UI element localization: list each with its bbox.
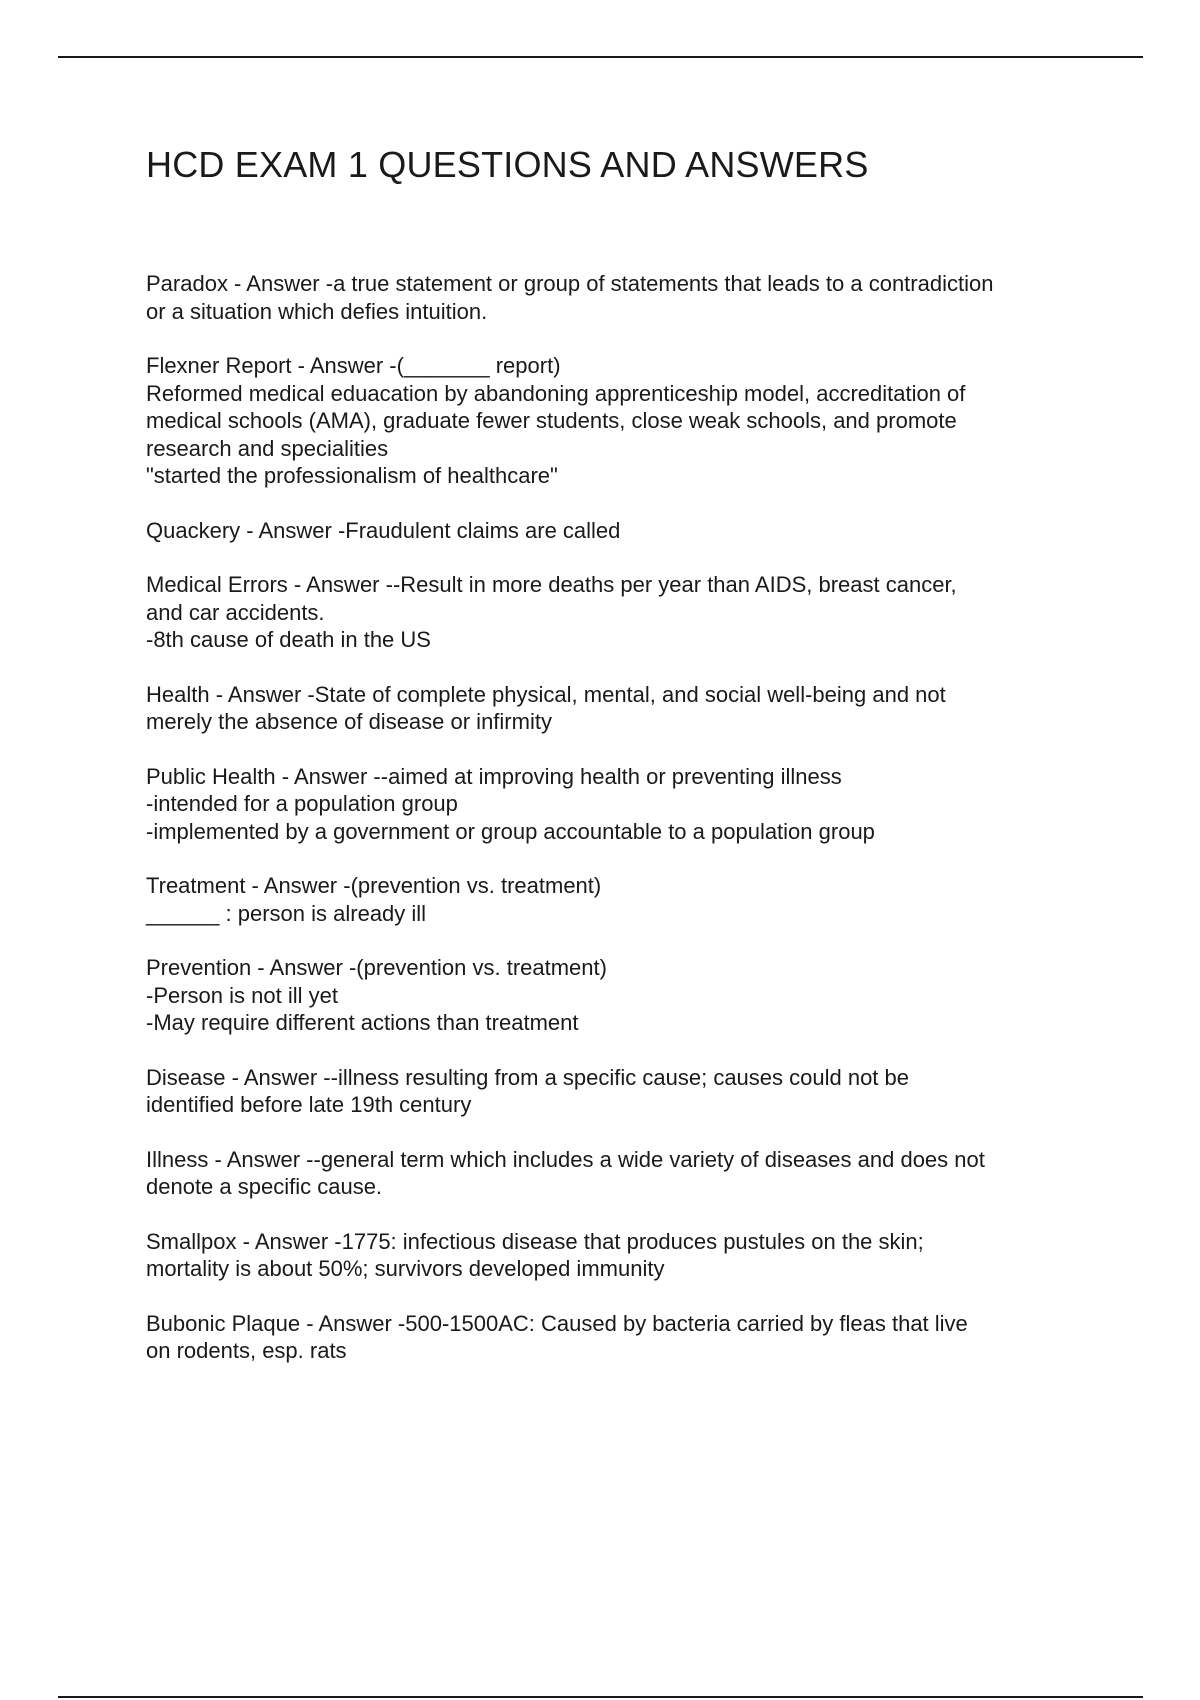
qa-entry-public-health: Public Health - Answer --aimed at improving health or preventing illness -intended for a population group -implemented by a government or group accountable to a population group [146, 763, 875, 844]
qa-entry-paradox: Paradox - Answer -a true statement or group of statements that leads to a contradiction or a situation which defies intuition. [146, 271, 994, 324]
qa-entry-bubonic-plaque: Bubonic Plaque - Answer -500-1500AC: Caused by bacteria carried by fleas that live on rodents, esp. rats [146, 1310, 968, 1363]
qa-entry-smallpox: Smallpox - Answer -1775: infectious disease that produces pustules on the skin; mortality is about 50%; survivors developed immunity [146, 1228, 924, 1281]
qa-entry-illness: Illness - Answer --general term which includes a wide variety of diseases and does not denote a specific cause. [146, 1146, 985, 1199]
document-title: HCD EXAM 1 QUESTIONS AND ANSWERS [146, 144, 869, 185]
qa-entry-treatment: Treatment - Answer -(prevention vs. treatment) ______ : person is already ill [146, 873, 602, 926]
qa-entry-medical-errors: Medical Errors - Answer --Result in more deaths per year than AIDS, breast cancer, and car accidents. -8th cause of death in the US [146, 572, 957, 652]
qa-entry-prevention: Prevention - Answer -(prevention vs. treatment) -Person is not ill yet -May require different actions than treatment [146, 955, 607, 1035]
header-rule [58, 56, 1143, 58]
qa-entry-disease: Disease - Answer --illness resulting from a specific cause; causes could not be identified before late 19th century [146, 1064, 910, 1117]
qa-entry-quackery: Quackery - Answer -Fraudulent claims are called [146, 517, 621, 543]
qa-list [146, 270, 1096, 1392]
footer-rule [58, 1696, 1143, 1698]
qa-entry-flexner-report: Flexner Report - Answer -(_______ report) Reformed medical eduacation by abandoning apprenticeship model, accreditation of medical schools (AMA), graduate fewer students, close weak schools, and promote research and specialities "started the professionalism of healthcare" [146, 353, 966, 488]
qa-entry-health: Health - Answer -State of complete physical, mental, and social well-being and not merely the absence of disease or infirmity [146, 681, 946, 734]
